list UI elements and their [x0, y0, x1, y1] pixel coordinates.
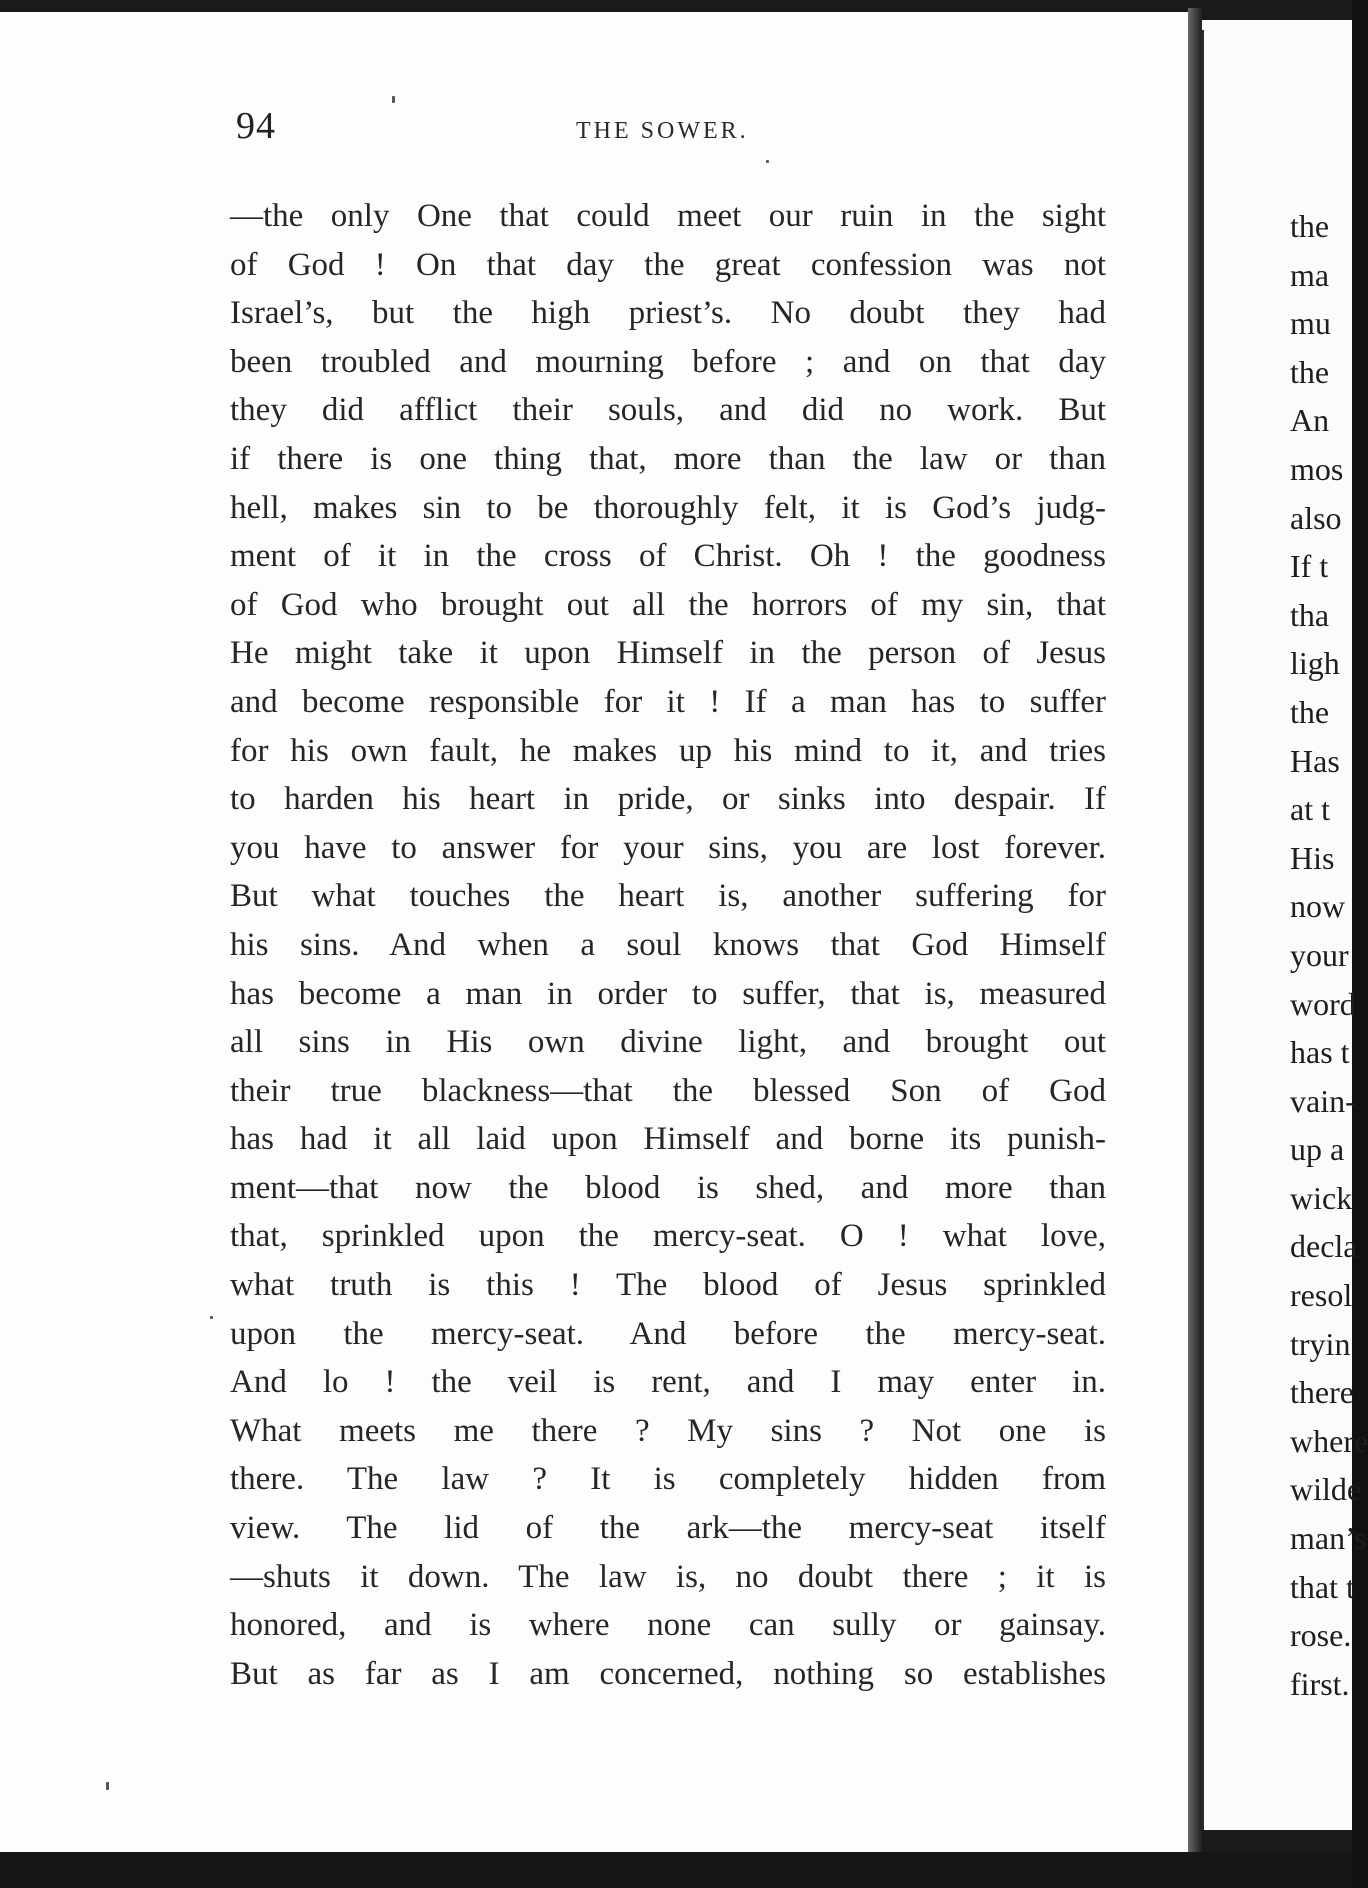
text-line: Israel’s, but the high priest’s. No doubt they had	[230, 295, 1106, 332]
text-line: his sins. And when a soul knows that God Himself	[230, 926, 1106, 963]
left-page-body-text	[230, 192, 1106, 1698]
scan-speck	[766, 160, 769, 163]
text-line: has had it all laid upon Himself and borne its punish-	[230, 1121, 1106, 1158]
right-text-line: now	[1290, 888, 1346, 925]
right-text-line: your	[1290, 936, 1349, 973]
right-text-line: also	[1290, 499, 1342, 536]
right-text-line: resol	[1290, 1277, 1353, 1314]
text-line: what truth is this ! The blood of Jesus sprinkled	[230, 1267, 1106, 1304]
running-head: THE SOWER.	[576, 118, 749, 144]
text-line: and become responsible for it ! If a man has to suffer	[230, 683, 1106, 720]
right-text-line: tha	[1290, 596, 1330, 633]
right-text-line: mos	[1290, 450, 1344, 487]
text-line: ment—that now the blood is shed, and more than	[230, 1169, 1106, 1206]
text-line: all sins in His own divine light, and brought out	[230, 1024, 1106, 1061]
right-text-line: Has	[1290, 742, 1340, 779]
right-text-line: word	[1290, 985, 1356, 1022]
right-text-line: An	[1290, 402, 1330, 439]
text-line: been troubled and mourning before ; and on that day	[230, 343, 1106, 380]
text-line: upon the mercy-seat. And before the mercy-seat.	[230, 1315, 1106, 1352]
right-text-line: wilde	[1290, 1471, 1362, 1508]
right-text-line: His	[1290, 839, 1335, 876]
right-text-line: mu	[1290, 305, 1331, 342]
right-text-line: ligh	[1290, 645, 1340, 682]
page-number: 94	[236, 105, 276, 147]
text-line: for his own fault, he makes up his mind to it, and tries	[230, 732, 1106, 769]
right-text-line: where	[1290, 1422, 1368, 1459]
text-line: honored, and is where none can sully or gainsay.	[230, 1607, 1106, 1644]
text-line: if there is one thing that, more than the law or than	[230, 440, 1106, 477]
page-gutter-shadow	[1188, 8, 1202, 1858]
text-line: of God who brought out all the horrors of my sin, that	[230, 586, 1106, 623]
right-text-line: vain-	[1290, 1082, 1356, 1119]
right-text-line: rose.	[1290, 1617, 1352, 1654]
right-text-line: decla	[1290, 1228, 1358, 1265]
right-text-line: tryin	[1290, 1325, 1351, 1362]
right-text-line: the	[1290, 693, 1330, 730]
text-line: that, sprinkled upon the mercy-seat. O ! what love,	[230, 1218, 1106, 1255]
text-line: their true blackness—that the blessed Son of God	[230, 1072, 1106, 1109]
scan-speck	[210, 1316, 213, 1319]
right-text-line: up a	[1290, 1131, 1345, 1168]
text-line: —shuts it down. The law is, no doubt there ; it is	[230, 1558, 1106, 1595]
scan-speck	[392, 96, 395, 103]
right-text-line: at t	[1290, 791, 1330, 828]
text-line: to harden his heart in pride, or sinks into despair. If	[230, 781, 1106, 818]
text-line: And lo ! the veil is rent, and I may enter in.	[230, 1364, 1106, 1401]
text-line: ment of it in the cross of Christ. Oh ! the goodness	[230, 538, 1106, 575]
right-text-line: wick	[1290, 1179, 1353, 1216]
text-line: has become a man in order to suffer, that is, measured	[230, 975, 1106, 1012]
text-line: hell, makes sin to be thoroughly felt, it is God’s judg-	[230, 489, 1106, 526]
text-line: What meets me there ? My sins ? Not one is	[230, 1412, 1106, 1449]
right-text-line: man’s	[1290, 1520, 1367, 1557]
right-text-line: there	[1290, 1374, 1354, 1411]
text-line: there. The law ? It is completely hidden from	[230, 1461, 1106, 1498]
text-line: view. The lid of the ark—the mercy-seat itself	[230, 1510, 1106, 1547]
text-line: He might take it upon Himself in the person of Jesus	[230, 635, 1106, 672]
text-line: But as far as I am concerned, nothing so establishes	[230, 1655, 1106, 1692]
right-page-cropped-text	[1290, 202, 1368, 1708]
right-text-line: that t	[1290, 1568, 1355, 1605]
scan-bottom-border	[0, 1852, 1352, 1888]
right-text-line: first.	[1290, 1665, 1350, 1702]
text-line: But what touches the heart is, another suffering for	[230, 878, 1106, 915]
right-text-line: the	[1290, 353, 1330, 390]
page-header	[236, 100, 1106, 150]
text-line: you have to answer for your sins, you are lost forever.	[230, 829, 1106, 866]
right-text-line: the	[1290, 208, 1330, 244]
right-text-line: If t	[1290, 548, 1329, 585]
text-line: they did afflict their souls, and did no work. But	[230, 392, 1106, 429]
right-text-line: ma	[1290, 256, 1330, 293]
scan-speck	[106, 1782, 109, 1790]
text-line: of God ! On that day the great confession was not	[230, 246, 1106, 283]
right-text-line: has t	[1290, 1034, 1350, 1071]
text-line: —the only One that could meet our ruin in the sight	[230, 198, 1106, 234]
